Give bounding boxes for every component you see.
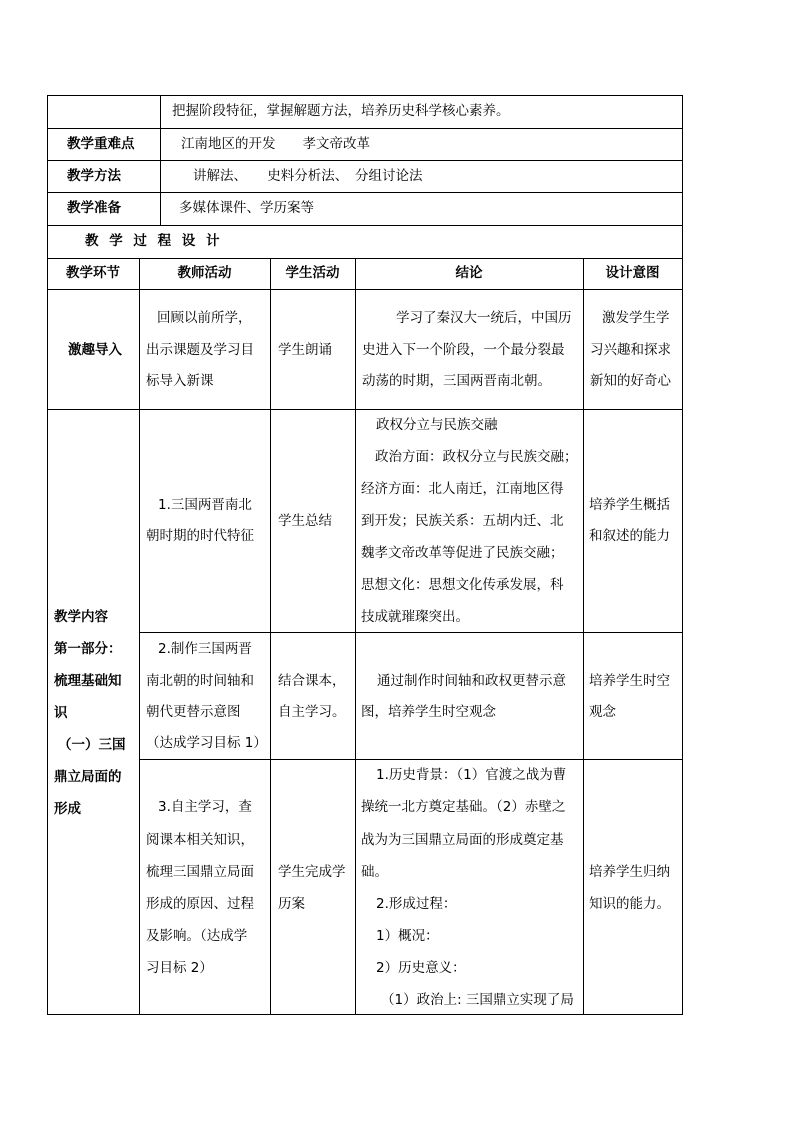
header-student: 学生活动 — [285, 265, 340, 281]
text-line: 1）概况： — [376, 928, 439, 944]
table-border — [47, 289, 683, 290]
text-line: 识 — [54, 705, 68, 721]
text-line: （达成学习目标 1） — [146, 735, 267, 751]
text-line: 形成 — [54, 801, 81, 817]
table-border — [355, 258, 356, 1015]
text-line: （1）政治上: 三国鼎立实现了局 — [381, 992, 574, 1008]
text-line: 习目标 2） — [146, 960, 213, 976]
table-border — [47, 1014, 683, 1015]
text-line: 第一部分： — [54, 641, 122, 657]
text-line: 及影响。（达成学 — [146, 928, 248, 944]
table-border — [47, 409, 683, 410]
header-teacher: 教师活动 — [177, 265, 232, 281]
difficulties-value: 江南地区的开发 孝文帝改革 — [181, 136, 370, 152]
table-border — [270, 258, 271, 1015]
text-line: 础。 — [361, 864, 388, 880]
text-line: 知识的能力。 — [589, 896, 670, 912]
text-line: 新知的好奇心 — [590, 373, 671, 389]
text-line: 出示课题及学习目 — [146, 342, 254, 358]
text-line: 2）历史意义： — [376, 960, 466, 976]
text-line: 动荡的时期，三国两晋南北朝。 — [362, 373, 551, 389]
text-line: 历案 — [278, 896, 305, 912]
text-line: 2.形成过程： — [376, 896, 457, 912]
text-line: 思想文化：思想文化传承发展，科 — [361, 577, 564, 593]
table-border — [47, 95, 48, 1015]
text-line: 梳理基础知 — [54, 673, 122, 689]
text-line: 朝代更替示意图 — [146, 704, 241, 720]
text-line: 标导入新课 — [146, 373, 214, 389]
header-conclusion: 结论 — [455, 265, 483, 281]
intro-student: 学生朗诵 — [278, 342, 332, 358]
table-border — [139, 258, 140, 1015]
text-line: 经济方面：北人南迁，江南地区得 — [361, 481, 564, 497]
text-line: 习兴趣和探求 — [590, 342, 671, 358]
row1-student: 学生总结 — [278, 513, 332, 529]
text-line: 史进入下一个阶段，一个最分裂最 — [362, 342, 565, 358]
prep-value: 多媒体课件、学历案等 — [179, 200, 314, 216]
text-line: （一）三国 — [58, 737, 126, 753]
text-line: 魏孝文帝改革等促进了民族交融； — [361, 545, 564, 561]
text-line: 学习了秦汉大一统后，中国历 — [396, 310, 572, 326]
text-line: 自主学习。 — [278, 704, 346, 720]
text-line: 观念 — [589, 704, 616, 720]
text-line: 学生完成学 — [278, 864, 346, 880]
table-border — [682, 95, 683, 1015]
text-line: 战为为三国鼎立局面的形成奠定基 — [361, 832, 564, 848]
intro-stage: 激趣导入 — [68, 342, 122, 358]
goal-text: 把握阶段特征，掌握解题方法，培养历史科学核心素养。 — [172, 103, 510, 119]
process-title: 教 学 过 程 设 计 — [85, 233, 223, 249]
methods-value: 讲解法、 史料分析法、 分组讨论法 — [193, 168, 423, 184]
text-line: 鼎立局面的 — [54, 769, 122, 785]
text-line: 1.三国两晋南北 — [158, 497, 252, 513]
text-line: 朝时期的时代特征 — [146, 528, 254, 544]
prep-label: 教学准备 — [67, 200, 121, 216]
text-line: 2.制作三国两晋 — [158, 641, 252, 657]
text-line: 梳理三国鼎立局面 — [146, 864, 254, 880]
text-line: 阅课本相关知识， — [146, 832, 254, 848]
text-line: 政权分立与民族交融 — [376, 417, 498, 433]
text-line: 培养学生归纳 — [589, 864, 670, 880]
table-border — [160, 95, 161, 225]
text-line: 图，培养学生时空观念 — [361, 704, 496, 720]
header-intent: 设计意图 — [605, 265, 660, 281]
text-line: 培养学生时空 — [589, 673, 670, 689]
text-line: 形成的原因、过程 — [146, 896, 254, 912]
methods-label: 教学方法 — [67, 168, 121, 184]
text-line: 到开发；民族关系：五胡内迁、北 — [361, 513, 564, 529]
text-line: 激发学生学 — [602, 310, 670, 326]
text-line: 技成就璀璨突出。 — [361, 609, 469, 625]
difficulties-label: 教学重难点 — [67, 136, 135, 152]
text-line: 政治方面：政权分立与民族交融； — [375, 449, 578, 465]
header-stage: 教学环节 — [66, 265, 120, 281]
text-line: 通过制作时间轴和政权更替示意 — [377, 673, 566, 689]
table-border — [583, 258, 584, 1015]
text-line: 教学内容 — [54, 609, 108, 625]
text-line: 回顾以前所学， — [157, 310, 252, 326]
text-line: 南北朝的时间轴和 — [146, 673, 254, 689]
text-line: 3.自主学习，查 — [158, 799, 252, 815]
text-line: 操统一北方奠定基础。（2）赤壁之 — [361, 799, 566, 815]
text-line: 培养学生概括 — [589, 497, 670, 513]
text-line: 1.历史背景：（1）官渡之战为曹 — [376, 767, 567, 783]
text-line: 结合课本， — [278, 673, 346, 689]
text-line: 和叙述的能力 — [589, 528, 670, 544]
